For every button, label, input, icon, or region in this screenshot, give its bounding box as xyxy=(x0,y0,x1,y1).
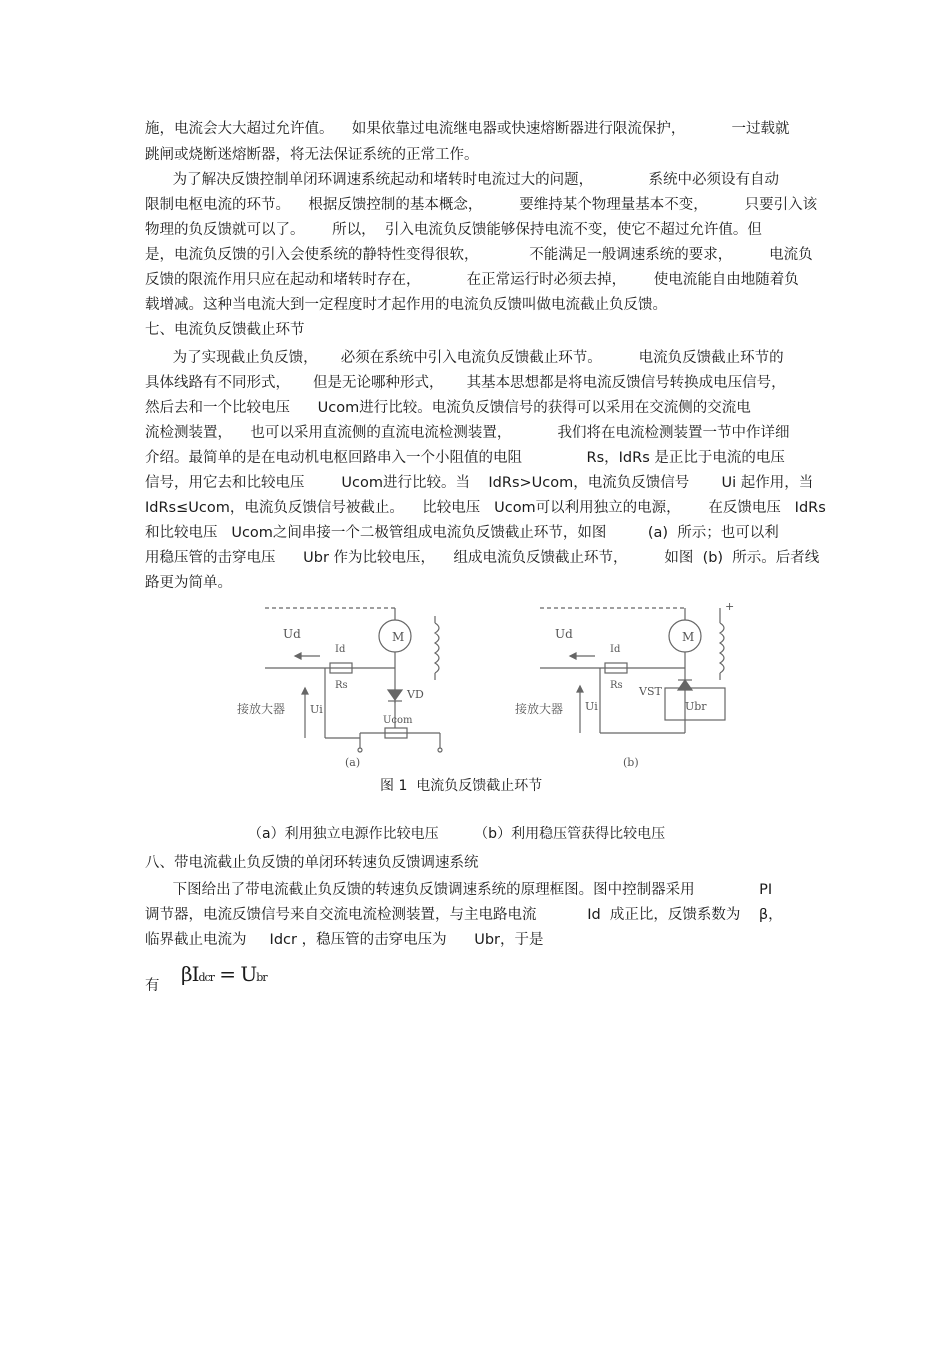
terminal xyxy=(438,748,442,752)
label-amplifier: 接放大器 xyxy=(515,702,564,716)
voltage-symbol: U xyxy=(240,962,257,986)
text-line: 具体线路有不同形式， 但是无论哪种形式， 其基本思想都是将电流反馈信号转换成电压信号， xyxy=(145,375,786,391)
text-line: 路更为简单。 xyxy=(145,575,232,591)
label-amplifier: 接放大器 xyxy=(237,702,286,716)
figure-caption: 图 1 电流负反馈截止环节 xyxy=(380,778,543,794)
terminal xyxy=(358,748,362,752)
inductor-symbol xyxy=(720,623,724,673)
label-ui: Ui xyxy=(585,700,598,713)
circuit-figure xyxy=(235,598,755,770)
label-ucom: Ucom xyxy=(383,715,413,726)
label-ud: Ud xyxy=(555,627,573,641)
circuit-diagram xyxy=(235,598,755,770)
text-line: 跳闸或烧断迷熔断器，将无法保证系统的正常工作。 xyxy=(145,147,479,163)
text-line: 为了实现截止负反馈， 必须在系统中引入电流负反馈截止环节。 电流负反馈截止环节的 xyxy=(145,350,784,366)
current-symbol: I xyxy=(191,962,199,986)
text-line: 然后去和一个比较电压 Ucom进行比较。电流负反馈信号的获得可以采用在交流侧的交流电 xyxy=(145,400,751,416)
section-heading-8: 八、带电流截止负反馈的单闭环转速负反馈调速系统 xyxy=(145,855,479,871)
label-rs: Rs xyxy=(335,680,348,691)
arrowhead xyxy=(577,686,583,692)
label-ubr: Ubr xyxy=(685,700,707,713)
label-ui: Ui xyxy=(310,703,323,716)
arrowhead xyxy=(570,653,576,659)
text-line: 和比较电压 Ucom之间串接一个二极管组成电流负反馈截止环节，如图 (a) 所示；也可以利 xyxy=(145,525,779,541)
formula-expression xyxy=(181,962,267,986)
arrowhead xyxy=(302,688,308,694)
label-id: Id xyxy=(335,644,346,655)
label-m: M xyxy=(682,630,695,644)
text-line: 临界截止电流为 Idcr ，稳压管的击穿电压为 Ubr，于是 xyxy=(145,932,544,948)
label-tag-a: (a) xyxy=(345,756,361,769)
figure-subcaption: （a）利用独立电源作比较电压 （b）利用稳压管获得比较电压 xyxy=(248,826,666,842)
label-id: Id xyxy=(610,644,621,655)
text-line: 介绍。最简单的是在电动机电枢回路串入一个小阻值的电阻 Rs，IdRs 是正比于电流的电压 xyxy=(145,450,785,466)
text-line: 调节器，电流反馈信号来自交流电流检测装置，与主电路电流 Id 成正比，反馈系数为 β， xyxy=(145,907,783,923)
text-line: 载增减。这种当电流大到一定程度时才起作用的电流负反馈叫做电流截止负反馈。 xyxy=(145,297,667,313)
label-rs: Rs xyxy=(610,680,623,691)
label-vd: VD xyxy=(407,688,424,701)
arrowhead xyxy=(295,653,301,659)
text-line: 下图给出了带电流截止负反馈的转速负反馈调速系统的原理框图。图中控制器采用 PI xyxy=(145,882,773,898)
text-line: 限制电枢电流的环节。 根据反馈控制的基本概念， 要维持某个物理量基本不变， 只要引入该 xyxy=(145,197,818,213)
text-line: 物理的负反馈就可以了。 所以， 引入电流负反馈能够保持电流不变，使它不超过允许值。但 xyxy=(145,222,762,238)
section-heading-7: 七、电流负反馈截止环节 xyxy=(145,322,305,338)
label-ud: Ud xyxy=(283,627,301,641)
text-line: 用稳压管的击穿电压 Ubr 作为比较电压， 组成电流负反馈截止环节， 如图 (b) 所示。后者线 xyxy=(145,550,820,566)
formula-prefix: 有 xyxy=(145,978,160,994)
text-line: 是，电流负反馈的引入会使系统的静特性变得很软， 不能满足一般调速系统的要求， 电流负 xyxy=(145,247,813,263)
text-line: 信号，用它去和比较电压 Ucom进行比较。当 IdRs>Ucom，电流负反馈信号 Ui 起作用，当 xyxy=(145,475,814,491)
text-line: 施，电流会大大超过允许值。 如果依靠过电流继电器或快速熔断器进行限流保护， 一过载就 xyxy=(145,121,790,137)
beta-symbol: β xyxy=(181,962,192,986)
inductor-symbol xyxy=(435,623,439,673)
text-line: 流检测装置， 也可以采用直流侧的直流电流检测装置， 我们将在电流检测装置一节中作详细 xyxy=(145,425,790,441)
voltage-subscript: br xyxy=(256,971,267,984)
current-subscript: dcr xyxy=(198,971,214,984)
equals-sign: = xyxy=(213,962,241,986)
label-tag-b: (b) xyxy=(623,756,639,769)
text-line: 反馈的限流作用只应在起动和堵转时存在， 在正常运行时必须去掉， 使电流能自由地随着负 xyxy=(145,272,799,288)
label-m: M xyxy=(392,630,405,644)
label-vst: VST xyxy=(639,685,662,698)
text-line: IdRs≤Ucom，电流负反馈信号被截止。 比较电压 Ucom可以利用独立的电源， 在反馈电压 IdRs xyxy=(145,500,826,516)
diode-vd xyxy=(388,690,402,700)
text-line: 为了解决反馈控制单闭环调速系统起动和堵转时电流过大的问题， 系统中必须设有自动 xyxy=(145,172,779,188)
label-plus: + xyxy=(725,600,735,613)
